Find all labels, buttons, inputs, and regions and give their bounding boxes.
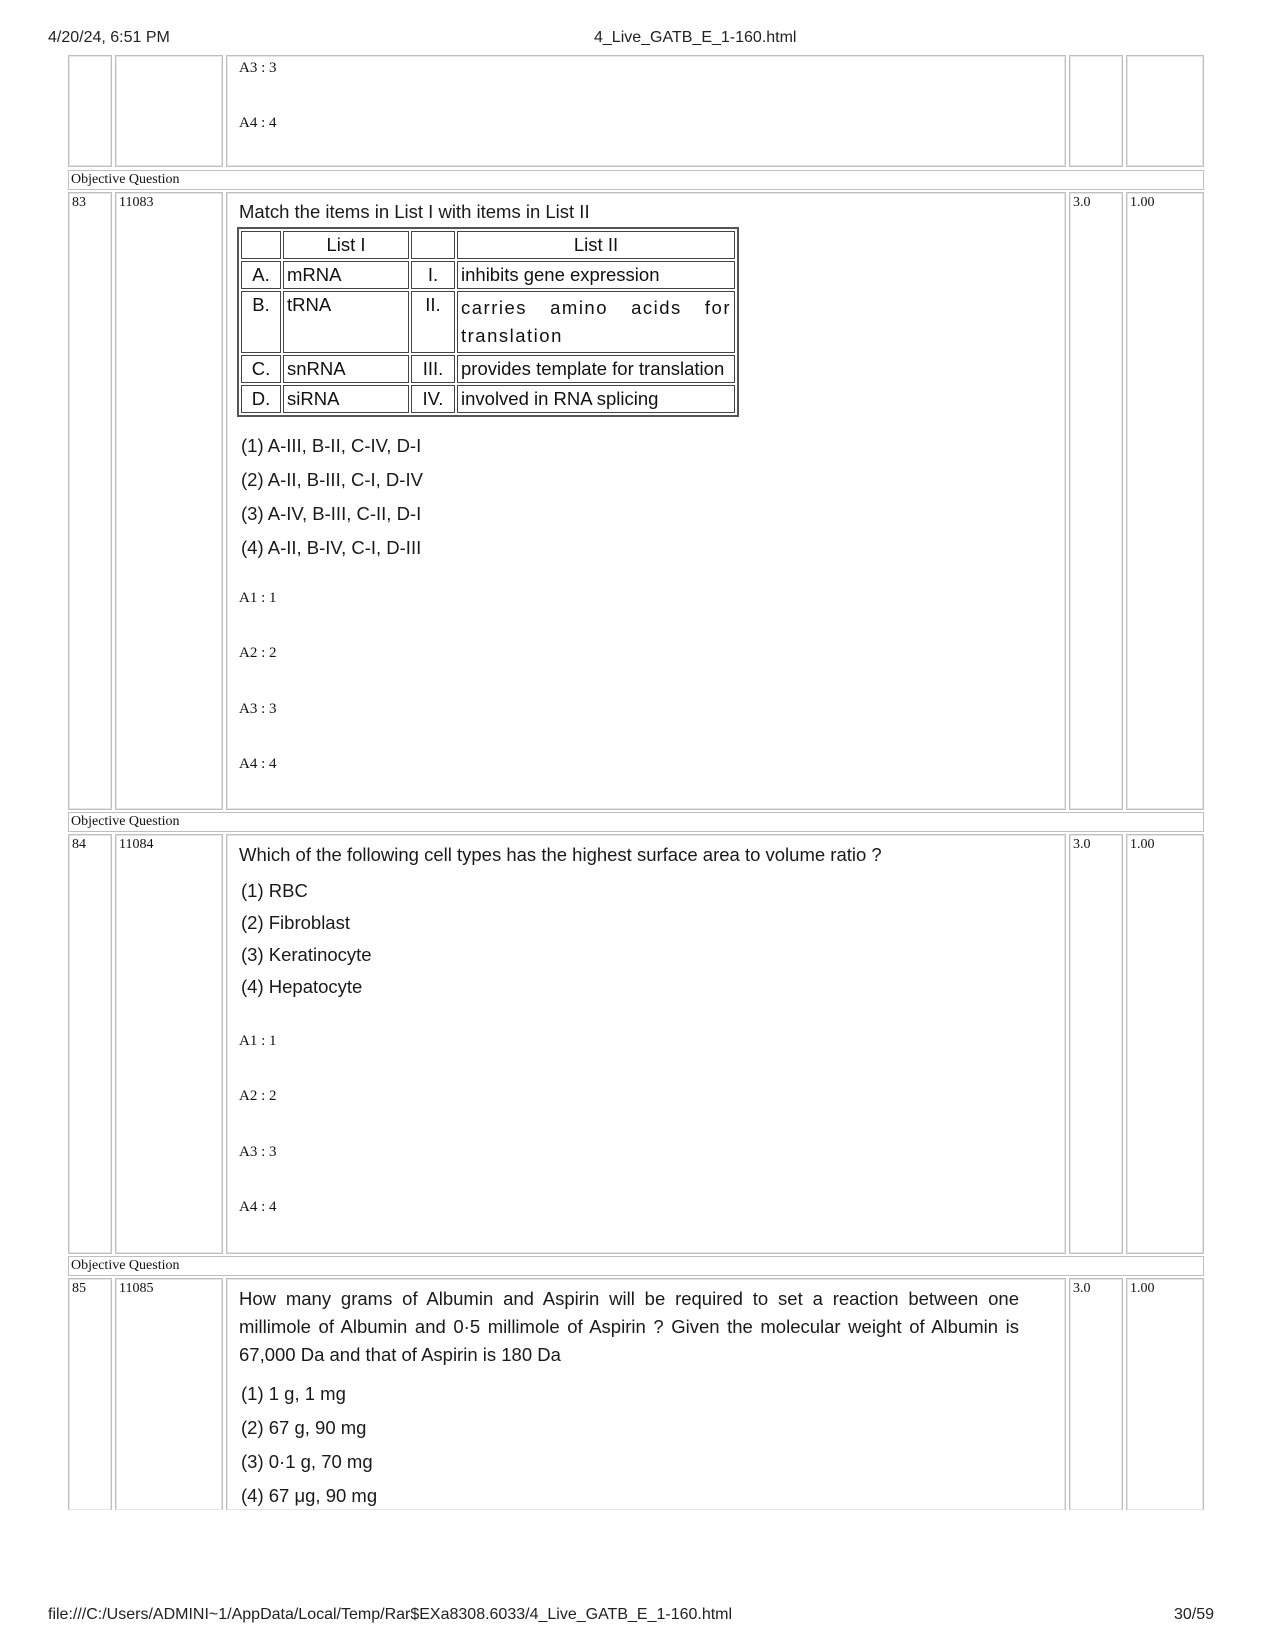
question-cell [226,1278,1066,1510]
answer-line: A4 : 4 [239,1199,277,1215]
question-text: Which of the following cell types has the highest surface area to volume ratio ? [239,844,882,865]
answer-line: A2 : 2 [239,645,277,661]
answer-line: A1 : 1 [239,590,277,606]
sno-cell: 84 [68,834,112,1254]
match-header-list1: List I [283,231,409,259]
question-row [68,1278,1204,1510]
match-desc: involved in RNA splicing [457,385,735,413]
option: (3) 0·1 g, 70 mg [241,1451,373,1472]
neg-marks-cell: 1.00 [1126,1278,1204,1510]
print-doc-title: 4_Live_GATB_E_1-160.html [594,29,797,46]
option: (4) Hepatocyte [241,976,363,997]
qid-cell: 11085 [115,1278,223,1510]
question-text: Match the items in List I with items in List II [239,201,590,222]
option: (3) Keratinocyte [241,944,372,965]
neg-marks-cell: 1.00 [1126,834,1204,1254]
answer-line: A4 : 4 [239,756,277,772]
match-label: III. [411,355,455,383]
question-cell [226,192,1066,810]
print-page-number: 30/59 [1174,1606,1215,1623]
option: (2) A-II, B-III, C-I, D-IV [241,469,423,490]
marks-cell [1069,55,1123,167]
answer-line: A3 : 3 [239,1144,277,1160]
option: (2) 67 g, 90 mg [241,1417,367,1438]
match-label: II. [411,291,455,353]
print-file-path: file:///C:/Users/ADMINI~1/AppData/Local/Temp/Rar$EXa8308.6033/4_Live_GATB_E_1-160.html [48,1606,733,1623]
marks-cell: 3.0 [1069,1278,1123,1510]
answer-line: A3 : 3 [239,701,277,717]
match-label: I. [411,261,455,289]
match-desc: carries amino acids for translation [457,291,735,353]
question-cell [226,834,1066,1254]
option: (4) A-II, B-IV, C-I, D-III [241,537,422,558]
sno-cell: 85 [68,1278,112,1510]
marks-cell: 3.0 [1069,192,1123,810]
sno-cell [68,55,112,167]
neg-marks-cell [1126,55,1204,167]
match-header-blank [241,231,281,259]
option: (1) 1 g, 1 mg [241,1383,346,1404]
option: (3) A-IV, B-III, C-II, D-I [241,503,422,524]
neg-marks-cell: 1.00 [1126,192,1204,810]
match-label: C. [241,355,281,383]
question-type-label: Objective Question [68,812,1204,832]
match-header-blank [411,231,455,259]
question-row-partial [68,55,1204,167]
qid-cell: 11083 [115,192,223,810]
answer-line: A3 : 3 [239,60,277,76]
option: (1) A-III, B-II, C-IV, D-I [241,435,422,456]
marks-cell: 3.0 [1069,834,1123,1254]
match-desc: provides template for translation [457,355,735,383]
question-cell [226,55,1066,167]
match-label: B. [241,291,281,353]
option: (1) RBC [241,880,308,901]
option: (2) Fibroblast [241,912,350,933]
answer-line: A2 : 2 [239,1088,277,1104]
question-text: How many grams of Albumin and Aspirin will be required to set a reaction between one millimole of Albumin and 0·5 millimole of Aspirin ? Given the molecular weight of Albumin is 67,000 Da and that of Aspirin is 180 Da [239,1288,1019,1365]
match-label: A. [241,261,281,289]
match-label: D. [241,385,281,413]
match-label: IV. [411,385,455,413]
option: (4) 67 μg, 90 mg [241,1485,378,1506]
qid-cell: 11084 [115,834,223,1254]
answer-line: A4 : 4 [239,115,277,131]
match-item: mRNA [283,261,409,289]
sno-cell: 83 [68,192,112,810]
match-header-list2: List II [457,231,735,259]
question-type-label: Objective Question [68,170,1204,190]
question-row [68,192,1204,810]
match-desc: inhibits gene expression [457,261,735,289]
answer-line: A1 : 1 [239,1033,277,1049]
print-datetime: 4/20/24, 6:51 PM [48,29,170,46]
match-item: snRNA [283,355,409,383]
question-row [68,834,1204,1254]
qid-cell [115,55,223,167]
match-table [237,227,739,417]
match-item: siRNA [283,385,409,413]
match-item: tRNA [283,291,409,353]
question-type-label: Objective Question [68,1256,1204,1276]
